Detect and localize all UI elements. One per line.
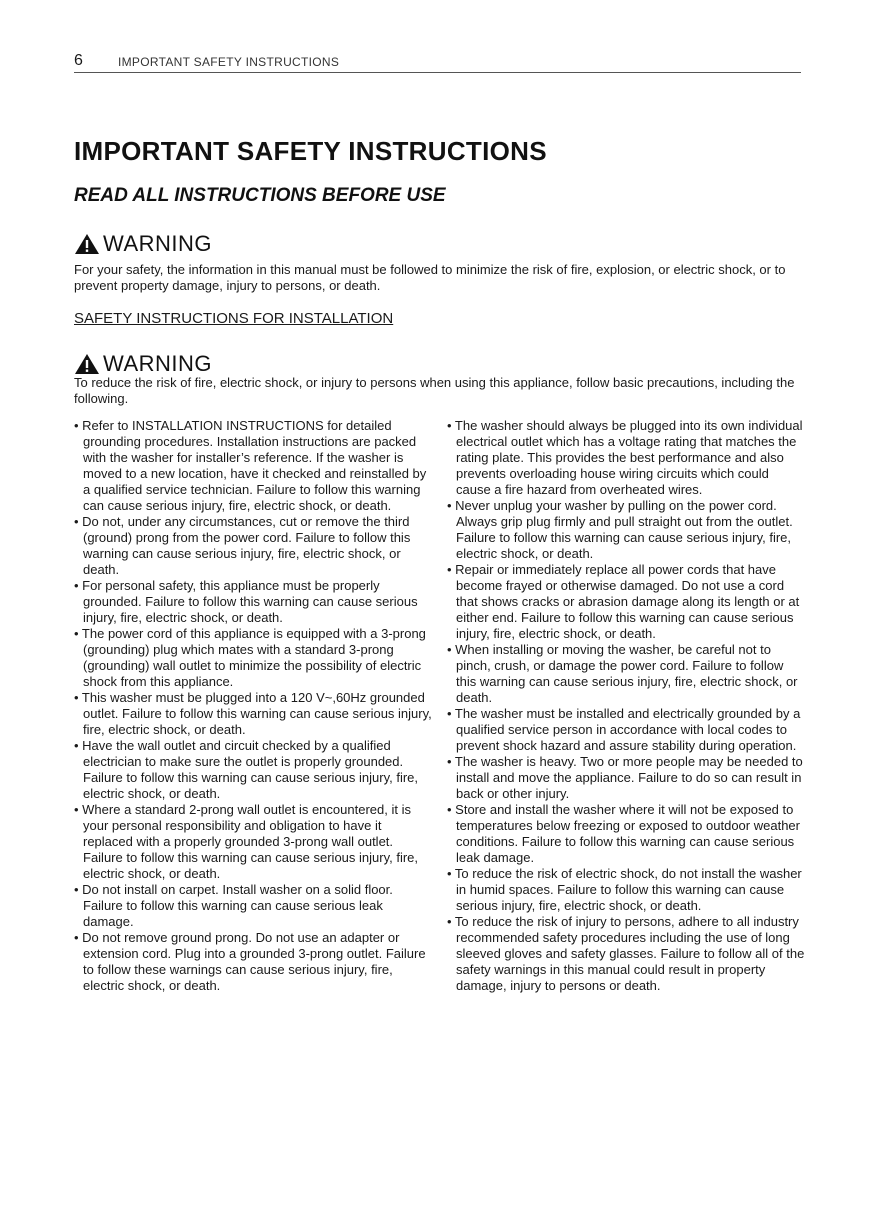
warning-text-1: For your safety, the information in this manual must be followed to minimize the risk of fire, explosion, or electric shock, or to prevent property damage, injury to persons, or death. xyxy=(74,262,786,293)
page-number: 6 xyxy=(74,52,83,69)
page-subtitle: READ ALL INSTRUCTIONS BEFORE USE xyxy=(74,185,446,206)
list-item: • To reduce the risk of injury to persons, adhere to all industry recommended safety procedures including the use of long sleeved gloves and safety glasses. Failure to follow all of the safety warnings in this manual could result in property damage, injury to persons or death. xyxy=(447,914,805,993)
list-item: • Never unplug your washer by pulling on the power cord. Always grip plug firmly and pull straight out from the outlet. Failure to follow this warning can cause serious injury, fire, electric shock, or death. xyxy=(447,498,793,561)
right-instructions-list xyxy=(447,418,805,994)
list-item: • This washer must be plugged into a 120 V~,60Hz grounded outlet. Failure to follow this warning can cause serious injury, fire, electric shock, or death. xyxy=(74,690,432,737)
list-item: • When installing or moving the washer, be careful not to pinch, crush, or damage the power cord. Failure to follow this warning can cause serious injury, fire, electric shock, or death. xyxy=(447,642,798,705)
page-header xyxy=(74,52,801,73)
running-title: IMPORTANT SAFETY INSTRUCTIONS xyxy=(118,55,340,69)
list-item: • Where a standard 2-prong wall outlet is encountered, it is your personal responsibility and obligation to have it replaced with a properly grounded 3-prong wall outlet. Failure to follow this warning can cause serious injury, fire, electric shock, or death. xyxy=(74,802,419,881)
list-item: • Repair or immediately replace all power cords that have become frayed or otherwise damaged. Do not use a cord that shows cracks or abrasion damage along its length or at either end. Failure to follow this warning can cause serious injury, fire, electric shock, or death. xyxy=(447,562,800,641)
list-item: • The washer should always be plugged into its own individual electrical outlet which has a voltage rating that matches the rating plate. This provides the best performance and also prevents overloading house wiring circuits which could cause a fire hazard from overheated wires. xyxy=(447,418,803,497)
list-item: • The washer must be installed and electrically grounded by a qualified service person in accordance with local codes to prevent shock hazard and assure stability during operation. xyxy=(447,706,801,753)
warning-triangle-icon xyxy=(74,233,100,255)
list-item: • For personal safety, this appliance must be properly grounded. Failure to follow this warning can cause serious injury, fire, electric shock, or death. xyxy=(74,578,418,625)
list-item: • To reduce the risk of electric shock, do not install the washer in humid spaces. Failure to follow this warning can cause serious injury, fire, electric shock, or death. xyxy=(447,866,802,913)
page-title: IMPORTANT SAFETY INSTRUCTIONS xyxy=(74,136,547,166)
warning-label: WARNING xyxy=(103,231,213,256)
list-item: • Store and install the washer where it will not be exposed to temperatures below freezing or exposed to outdoor weather conditions. Failure to follow this warning can cause serious leak damage. xyxy=(447,802,800,865)
list-item: • Have the wall outlet and circuit checked by a qualified electrician to make sure the outlet is properly grounded. Failure to follow this warning can cause serious injury, fire, electric shock, or death. xyxy=(74,738,419,801)
left-instructions-list xyxy=(74,418,434,994)
list-item: • The power cord of this appliance is equipped with a 3-prong (grounding) plug which mates with a standard 3-prong (grounding) wall outlet to minimize the possibility of electric shock from this appliance. xyxy=(74,626,426,689)
warning-label: WARNING xyxy=(103,351,213,376)
warning-heading-1 xyxy=(74,231,212,257)
warning-text-2: To reduce the risk of fire, electric shock, or injury to persons when using this appliance, follow basic precautions, including the following. xyxy=(74,375,795,406)
list-item: • Do not, under any circumstances, cut or remove the third (ground) prong from the power cord. Failure to follow this warning can cause serious injury, fire, electric shock, or death. xyxy=(74,514,411,577)
list-item: • The washer is heavy. Two or more people may be needed to install and move the appliance. Failure to do so can result in back or other injury. xyxy=(447,754,803,801)
list-item: • Refer to INSTALLATION INSTRUCTIONS for detailed grounding procedures. Installation instructions are packed with the washer for installer’s reference. If the washer is moved to a new location, have it checked and reinstalled by a qualified service technician. Failure to follow this warning can cause serious injury, fire, electric shock, or death. xyxy=(74,418,427,513)
section-heading: SAFETY INSTRUCTIONS FOR INSTALLATION xyxy=(74,310,394,327)
list-item: • Do not remove ground prong. Do not use an adapter or extension cord. Plug into a grounded 3-prong outlet. Failure to follow these warnings can cause serious injury, fire, electric shock, or death. xyxy=(74,930,426,993)
warning-heading-2 xyxy=(74,351,212,377)
warning-triangle-icon xyxy=(74,353,100,375)
list-item: • Do not install on carpet. Install washer on a solid floor. Failure to follow this warning can cause serious leak damage. xyxy=(74,882,393,929)
